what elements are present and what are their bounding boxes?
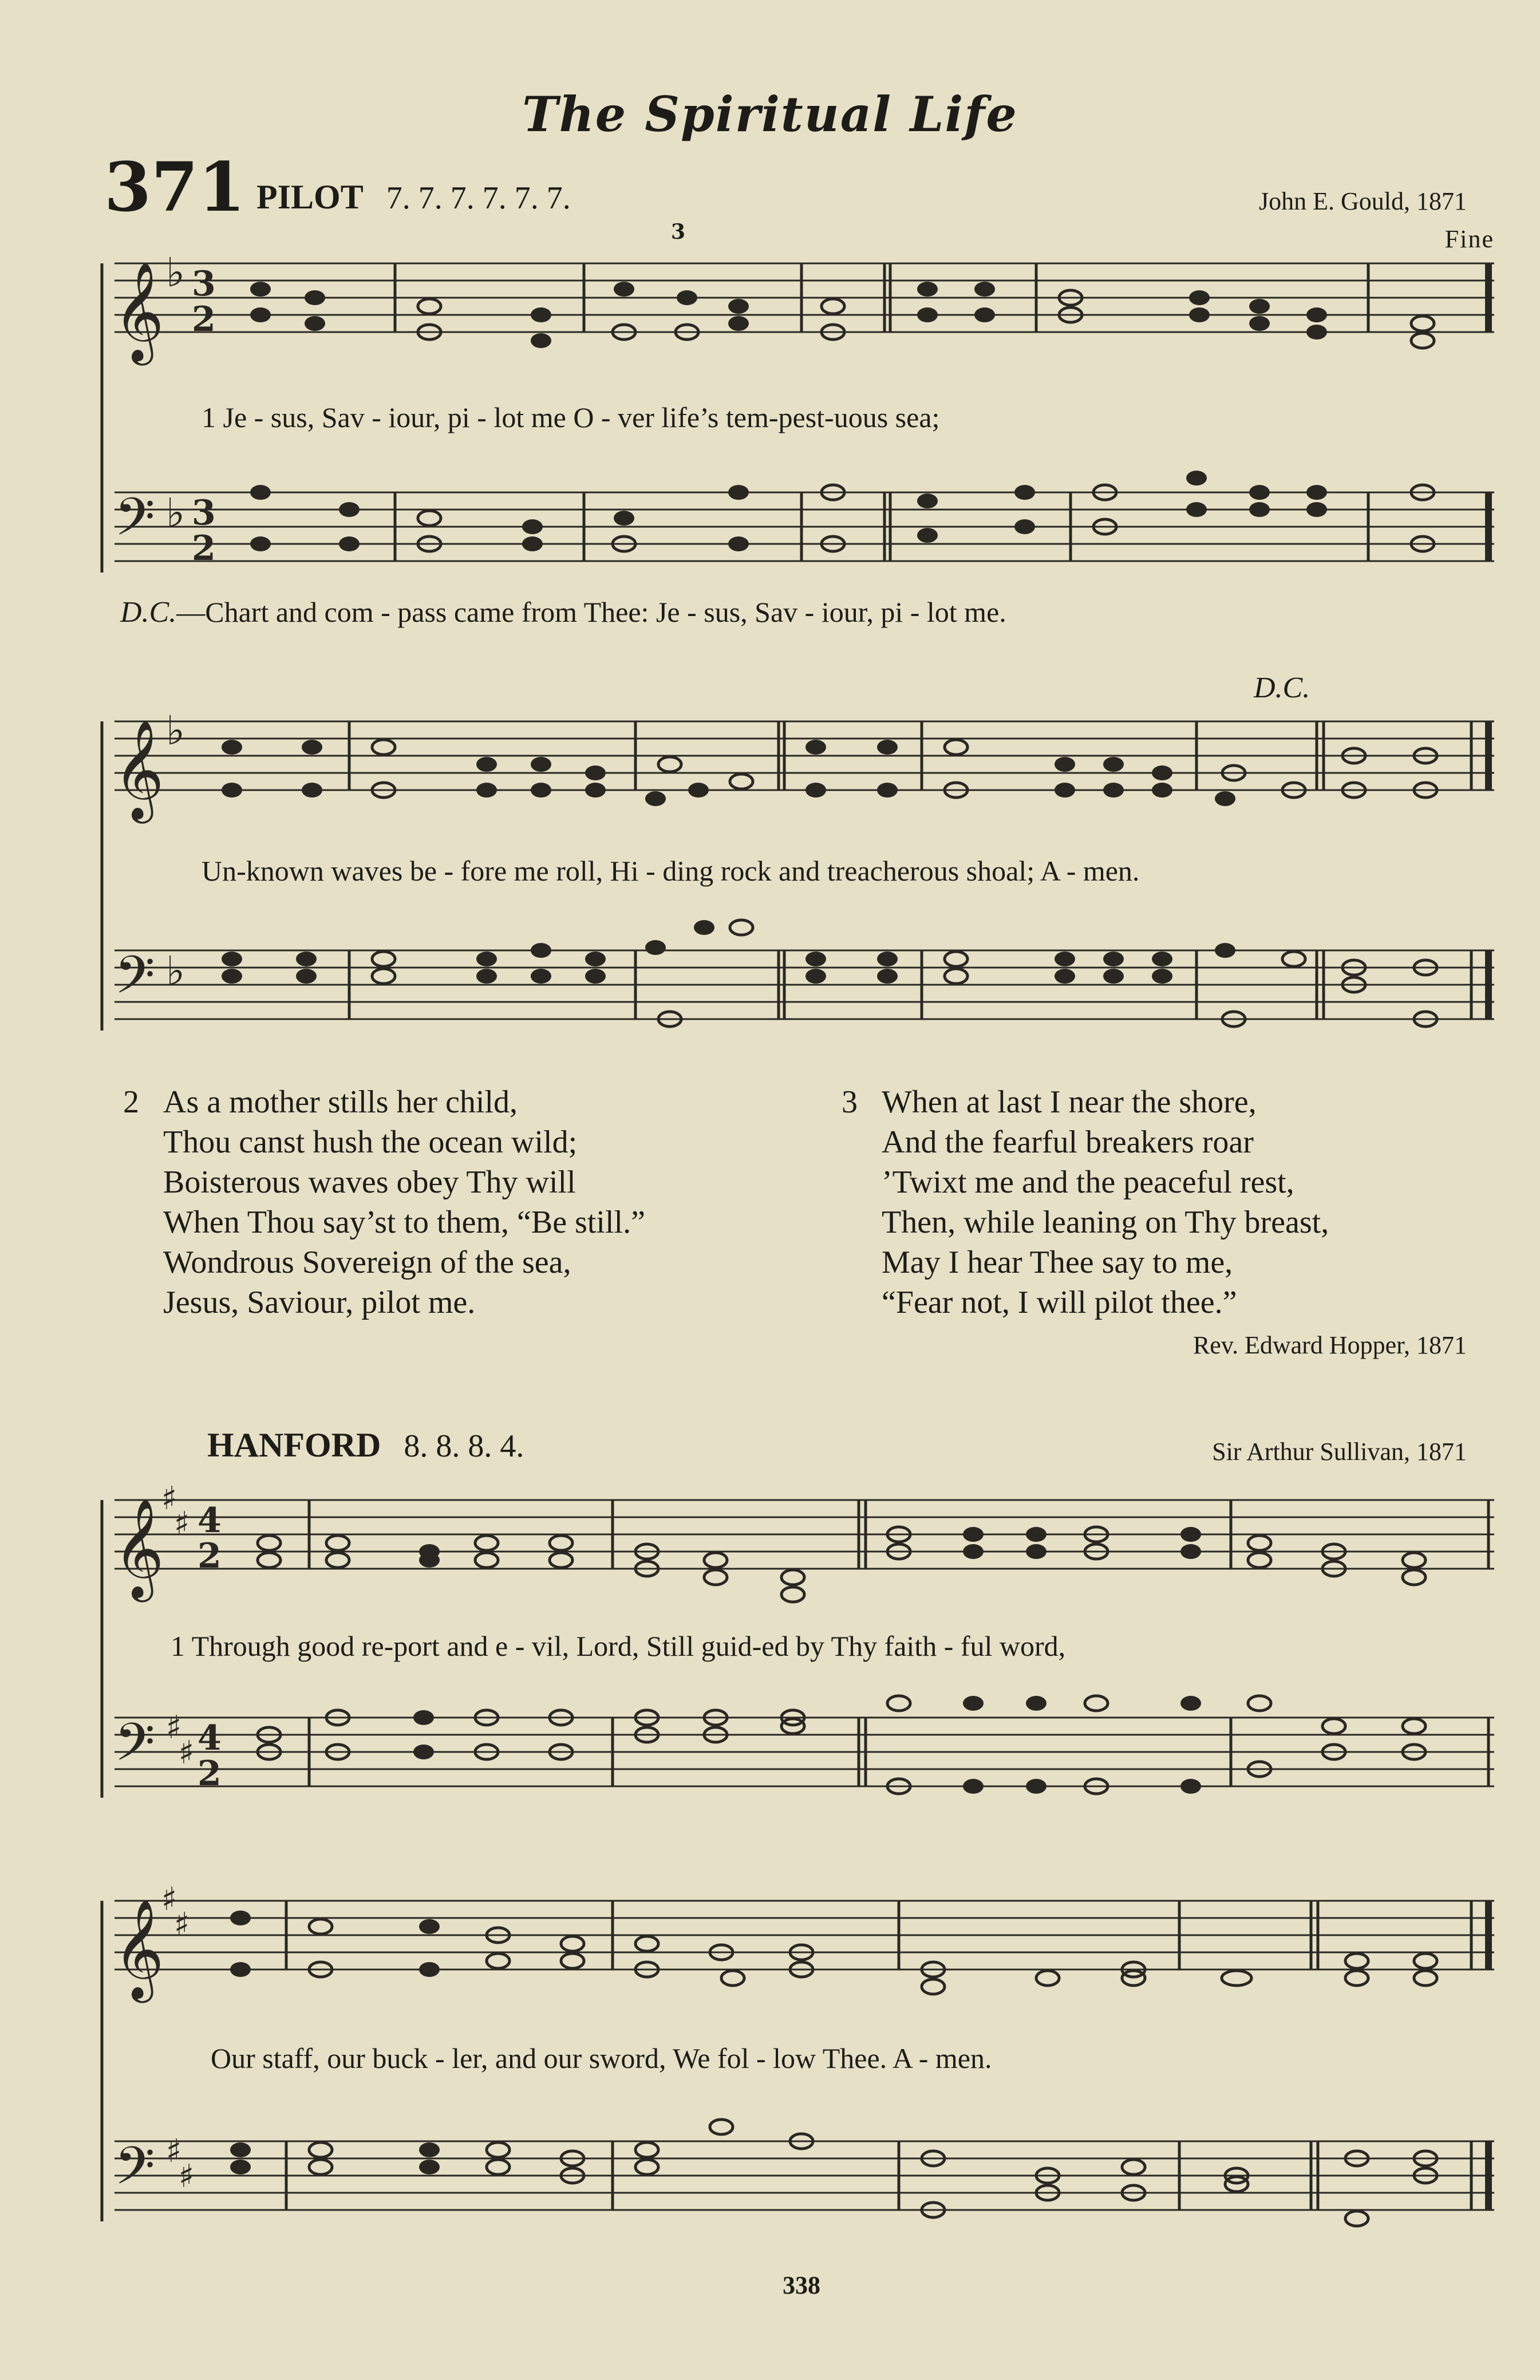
notes — [230, 1901, 1488, 1994]
sharp-icon: ♯ — [174, 1505, 190, 1542]
flat-icon: ♭ — [166, 248, 185, 296]
staff-lines — [114, 950, 1494, 1019]
hymn1-line2-lyrics: Un-known waves be - fore me roll, Hi - ding rock and treacherous shoal; A - men. — [202, 855, 1140, 887]
meter: 8. 8. 8. 4. — [404, 1428, 524, 1464]
hymn1-system1-bass-staff — [97, 481, 1506, 595]
treble-clef-icon: 𝄞 — [113, 262, 164, 361]
staff-lines — [114, 721, 1494, 790]
sharp-icon: ♯ — [174, 1905, 190, 1943]
hymn2-heading — [207, 1426, 524, 1465]
stanza-number: 2 — [123, 1084, 139, 1120]
stanza-number: 3 — [842, 1084, 858, 1120]
staff-lines — [114, 1500, 1494, 1569]
bass-clef-icon: 𝄢 — [114, 487, 155, 560]
dc-marking: D.C. — [1254, 672, 1310, 704]
stanza-line: And the fearful breakers roar — [882, 1124, 1254, 1160]
composer-credit: John E. Gould, 1871 — [1259, 187, 1467, 215]
notes — [250, 263, 1488, 348]
bass-clef-icon: 𝄢 — [114, 1712, 155, 1785]
stanza-line: May I hear Thee say to me, — [882, 1245, 1233, 1280]
hymn2-line2-lyrics: Our staff, our buck - ler, and our sword, We fol - low Thee. A - men. — [211, 2042, 992, 2074]
sharp-icon: ♯ — [179, 2157, 195, 2195]
treble-clef-icon: 𝄞 — [113, 720, 164, 819]
sharp-icon: ♯ — [161, 1880, 177, 1918]
time-sig-bottom: 2 — [198, 1754, 222, 1794]
hymn2-system1-bass-staff — [97, 1706, 1506, 1821]
tune-name: PILOT — [256, 178, 364, 216]
time-sig-top: 4 — [198, 1718, 222, 1758]
flat-icon: ♭ — [166, 947, 185, 994]
stanza-line: Thou canst hush the ocean wild; — [163, 1124, 578, 1160]
meter: 7. 7. 7. 7. 7. 7. — [386, 180, 571, 216]
hymn1-system1-treble-staff — [97, 248, 1506, 366]
fine-marking: Fine — [1444, 225, 1494, 253]
hymn1-heading — [256, 177, 571, 217]
triplet-marking: 3 — [671, 220, 686, 244]
page-number: 338 — [783, 2271, 820, 2299]
sharp-icon: ♯ — [161, 1479, 177, 1517]
stanza-line: As a mother stills her child, — [163, 1084, 518, 1120]
dc-label: D.C. — [120, 596, 177, 629]
treble-clef-icon: 𝄞 — [113, 1498, 164, 1598]
time-sig-top: 4 — [198, 1501, 222, 1541]
hymn2-line1-lyrics: 1 Through good re-port and e - vil, Lord, Still guid-ed by Thy faith - ful word, — [171, 1630, 1066, 1662]
bass-clef-icon: 𝄢 — [114, 945, 155, 1018]
hymn2-system1-treble-staff — [97, 1479, 1506, 1603]
hymn1-system2-bass-staff — [97, 939, 1506, 1053]
staff-lines — [114, 492, 1494, 561]
sharp-icon: ♯ — [166, 2132, 182, 2170]
stanza-line: Jesus, Saviour, pilot me. — [163, 1285, 476, 1320]
time-sig-top: 3 — [192, 264, 216, 304]
stanza-line: When at last I near the shore, — [882, 1084, 1257, 1120]
notes — [222, 920, 1488, 1027]
time-sig-bottom: 2 — [198, 1536, 222, 1576]
composer-credit: Sir Arthur Sullivan, 1871 — [1212, 1438, 1467, 1466]
flat-icon: ♭ — [166, 706, 185, 754]
treble-clef-icon: 𝄞 — [113, 1899, 164, 1999]
stanza-line: When Thou say’st to them, “Be still.” — [163, 1205, 645, 1240]
hymn1-dc-lyrics: —Chart and com - pass came from Thee: Je - sus, Sav - iour, pi - lot me. — [176, 596, 1006, 628]
stanza-line: Wondrous Sovereign of the sea, — [163, 1245, 571, 1280]
tune-name: HANFORD — [207, 1426, 381, 1464]
notes — [250, 471, 1488, 561]
hymn-number: 371 — [104, 147, 246, 227]
time-sig-bottom: 2 — [192, 528, 216, 569]
lyricist-credit: Rev. Edward Hopper, 1871 — [1192, 1331, 1467, 1359]
stanza-line: ’Twixt me and the peaceful rest, — [882, 1165, 1294, 1200]
hymn1-line1-lyrics: 1 Je - sus, Sav - iour, pi - lot me O - ver life’s tem-pest-uous sea; — [202, 401, 940, 433]
hymn2-system2-treble-staff — [97, 1880, 1506, 2004]
stanza-line: “Fear not, I will pilot thee.” — [882, 1285, 1237, 1320]
bass-clef-icon: 𝄢 — [114, 2136, 155, 2209]
stanza-2 — [123, 1082, 645, 1323]
notes — [222, 721, 1488, 806]
section-title: The Spiritual Life — [522, 86, 1018, 143]
stanza-line: Boisterous waves obey Thy will — [163, 1165, 576, 1200]
sharp-icon: ♯ — [166, 1708, 182, 1746]
hymn2-system2-bass-staff — [97, 2130, 1506, 2244]
stanza-line: Then, while leaning on Thy breast, — [882, 1205, 1329, 1240]
time-sig-top: 3 — [192, 493, 216, 533]
flat-icon: ♭ — [166, 489, 185, 536]
sharp-icon: ♯ — [179, 1734, 195, 1771]
time-sig-bottom: 2 — [192, 299, 216, 340]
hymn1-system2-treble-staff — [97, 706, 1506, 824]
stanza-3 — [842, 1082, 1329, 1323]
hymn1-dc-line — [120, 595, 1006, 629]
notes — [258, 1696, 1488, 1794]
